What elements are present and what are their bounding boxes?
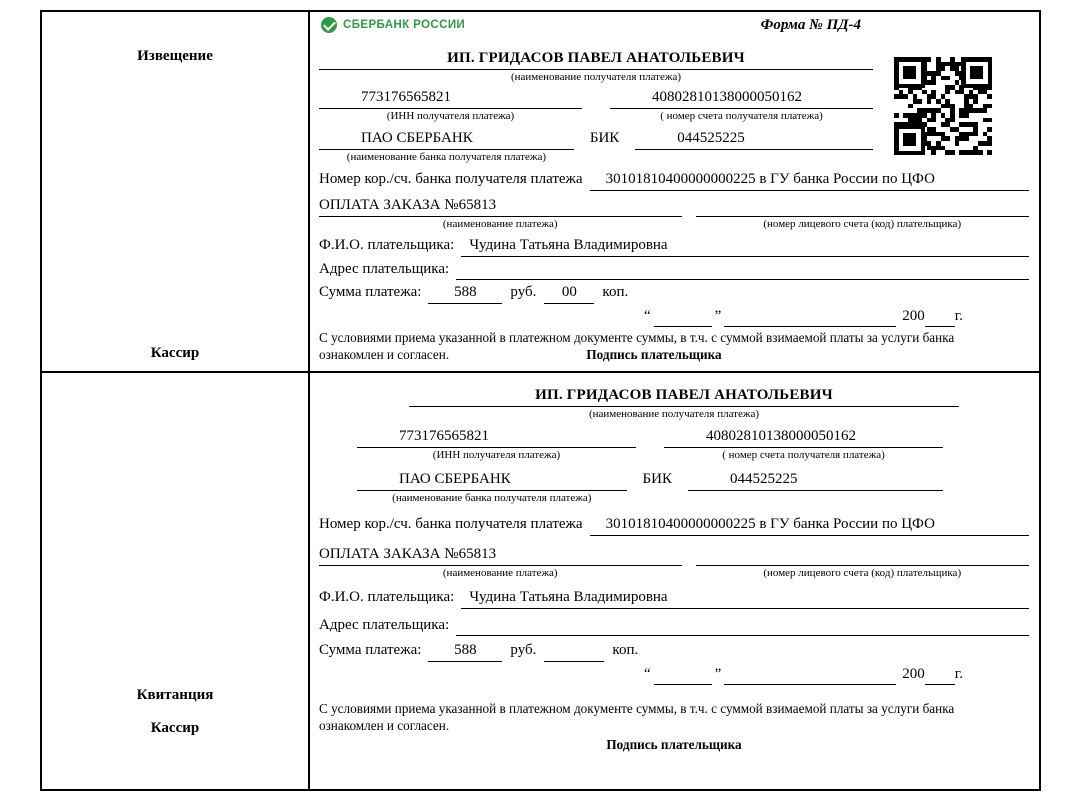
sberbank-logo — [321, 17, 465, 33]
terms-text: С условиями приема указанной в платежном документе суммы, в т.ч. с суммой взимаемой платы за услуги банка ознакомлен и согласен. — [319, 701, 955, 733]
signature-label: Подпись плательщика — [606, 737, 742, 752]
signature-label: Подпись плательщика — [586, 347, 722, 362]
account-value: 40802810138000050162 — [610, 87, 873, 109]
inn-account-captions — [357, 448, 943, 463]
notice-section — [42, 12, 1039, 373]
purpose-captions — [319, 217, 1029, 232]
kop-label: коп. — [612, 642, 639, 658]
notice-left-column — [42, 12, 310, 371]
notice-label: Извещение — [137, 48, 213, 64]
purpose-value: ОПЛАТА ЗАКАЗА №65813 — [319, 544, 682, 566]
receipt-section — [42, 373, 1039, 789]
terms-text: С условиями приема указанной в платежном документе суммы, в т.ч. с суммой взимаемой платы за услуги банка ознакомлен и согласен. — [319, 330, 955, 362]
form-number: Форма № ПД-4 — [760, 17, 861, 33]
payee-name: ИП. ГРИДАСОВ ПАВЕЛ АНАТОЛЬЕВИЧ — [409, 385, 959, 407]
receipt-form-area — [310, 373, 1039, 789]
date-quote-open: “ — [643, 308, 651, 324]
amount-label: Сумма платежа: — [319, 642, 422, 658]
payer-address-label: Адрес плательщика: — [319, 261, 450, 277]
payer-name-value: Чудина Татьяна Владимировна — [461, 587, 1029, 609]
personal-account-caption: (номер лицевого счета (код) плательщика) — [763, 567, 962, 579]
date-quote-close: ” — [714, 308, 722, 324]
corr-account-row — [319, 169, 1029, 191]
date-row — [319, 306, 963, 327]
bik-label: БИК — [589, 130, 620, 146]
payer-name-row — [319, 235, 1029, 257]
purpose-row — [319, 195, 1029, 217]
date-row — [319, 664, 963, 685]
bank-name: ПАО СБЕРБАНК — [357, 469, 627, 491]
sberbank-logo-icon — [321, 17, 337, 33]
notice-form-area — [310, 12, 1039, 371]
inn-account-captions — [319, 109, 873, 124]
sberbank-logo-text: СБЕРБАНК РОССИИ — [343, 19, 466, 31]
bank-name: ПАО СБЕРБАНК — [319, 128, 574, 150]
qr-code — [894, 57, 992, 155]
inn-value: 773176565821 — [357, 426, 636, 448]
inn-account-row — [319, 87, 873, 109]
inn-value: 773176565821 — [319, 87, 582, 109]
amount-row — [319, 282, 1029, 304]
bank-caption-row — [357, 491, 943, 506]
date-year-suffix: г. — [954, 666, 963, 682]
signature-row — [319, 737, 1029, 754]
date-day-blank — [654, 306, 712, 327]
bank-bik-row — [319, 128, 873, 150]
qr-finder-icon — [894, 57, 925, 88]
date-year-blank — [925, 306, 955, 327]
purpose-caption: (наименование платежа) — [442, 218, 558, 230]
bik-value: 044525225 — [688, 469, 943, 491]
receipt-left-column — [42, 373, 310, 789]
corr-value: 30101810400000000225 в ГУ банка России по ЦФО — [590, 169, 1029, 191]
corr-value: 30101810400000000225 в ГУ банка России по ЦФО — [590, 514, 1029, 536]
payee-caption: (наименование получателя платежа) — [588, 408, 760, 420]
payer-address-label: Адрес плательщика: — [319, 617, 450, 633]
purpose-captions — [319, 566, 1029, 581]
purpose-caption: (наименование платежа) — [442, 567, 558, 579]
date-day-blank — [654, 664, 712, 685]
personal-account-blank — [696, 195, 1030, 217]
payer-name-label: Ф.И.О. плательщика: — [319, 589, 455, 605]
qr-finder-icon — [894, 124, 925, 155]
inn-caption: (ИНН получателя платежа) — [432, 449, 561, 461]
rub-label: руб. — [510, 284, 537, 300]
account-caption: ( номер счета получателя платежа) — [660, 110, 823, 122]
amount-rub-value: 588 — [428, 640, 502, 662]
personal-account-caption: (номер лицевого счета (код) плательщика) — [763, 218, 962, 230]
date-month-blank — [724, 664, 896, 685]
receipt-label: Квитанция — [136, 687, 214, 703]
personal-account-blank — [696, 544, 1030, 566]
payer-address-blank — [456, 259, 1029, 280]
inn-caption: (ИНН получателя платежа) — [386, 110, 515, 122]
payer-name-value: Чудина Татьяна Владимировна — [461, 235, 1029, 257]
corr-account-row — [319, 514, 1029, 536]
account-value: 40802810138000050162 — [664, 426, 943, 448]
cashier-label: Кассир — [150, 345, 200, 361]
payment-form-pd4 — [40, 10, 1041, 791]
payer-address-row — [319, 615, 1029, 636]
bank-caption: (наименование банка получателя платежа) — [346, 151, 547, 163]
rub-label: руб. — [510, 642, 537, 658]
date-quote-close: ” — [714, 666, 722, 682]
bank-caption: (наименование банка получателя платежа) — [392, 492, 592, 504]
bank-caption-row — [319, 150, 873, 165]
inn-account-row — [357, 426, 943, 448]
payee-caption: (наименование получателя платежа) — [510, 71, 682, 83]
payer-name-row — [319, 587, 1029, 609]
payee-name: ИП. ГРИДАСОВ ПАВЕЛ АНАТОЛЬЕВИЧ — [319, 48, 873, 70]
corr-label: Номер кор./сч. банка получателя платежа — [319, 516, 583, 532]
account-caption: ( номер счета получателя платежа) — [722, 449, 885, 461]
amount-rub-value: 588 — [428, 282, 502, 304]
amount-label: Сумма платежа: — [319, 284, 422, 300]
date-month-blank — [724, 306, 896, 327]
purpose-value: ОПЛАТА ЗАКАЗА №65813 — [319, 195, 682, 217]
qr-finder-icon — [961, 57, 992, 88]
amount-kop-value: 00 — [544, 282, 594, 304]
amount-kop-value — [544, 640, 604, 662]
payer-name-label: Ф.И.О. плательщика: — [319, 237, 455, 253]
date-year-blank — [925, 664, 955, 685]
date-year-prefix: 200 — [902, 666, 925, 682]
amount-row — [319, 640, 1029, 662]
form-header-row — [319, 14, 1029, 46]
bank-bik-row — [357, 469, 943, 491]
bik-label: БИК — [642, 471, 672, 487]
date-year-prefix: 200 — [902, 308, 925, 324]
corr-label: Номер кор./сч. банка получателя платежа — [319, 171, 583, 187]
date-quote-open: “ — [643, 666, 651, 682]
bik-value: 044525225 — [635, 128, 873, 150]
purpose-row — [319, 544, 1029, 566]
cashier-label: Кассир — [150, 720, 200, 736]
payer-address-blank — [456, 615, 1029, 636]
payer-address-row — [319, 259, 1029, 280]
date-year-suffix: г. — [954, 308, 963, 324]
kop-label: коп. — [602, 284, 629, 300]
